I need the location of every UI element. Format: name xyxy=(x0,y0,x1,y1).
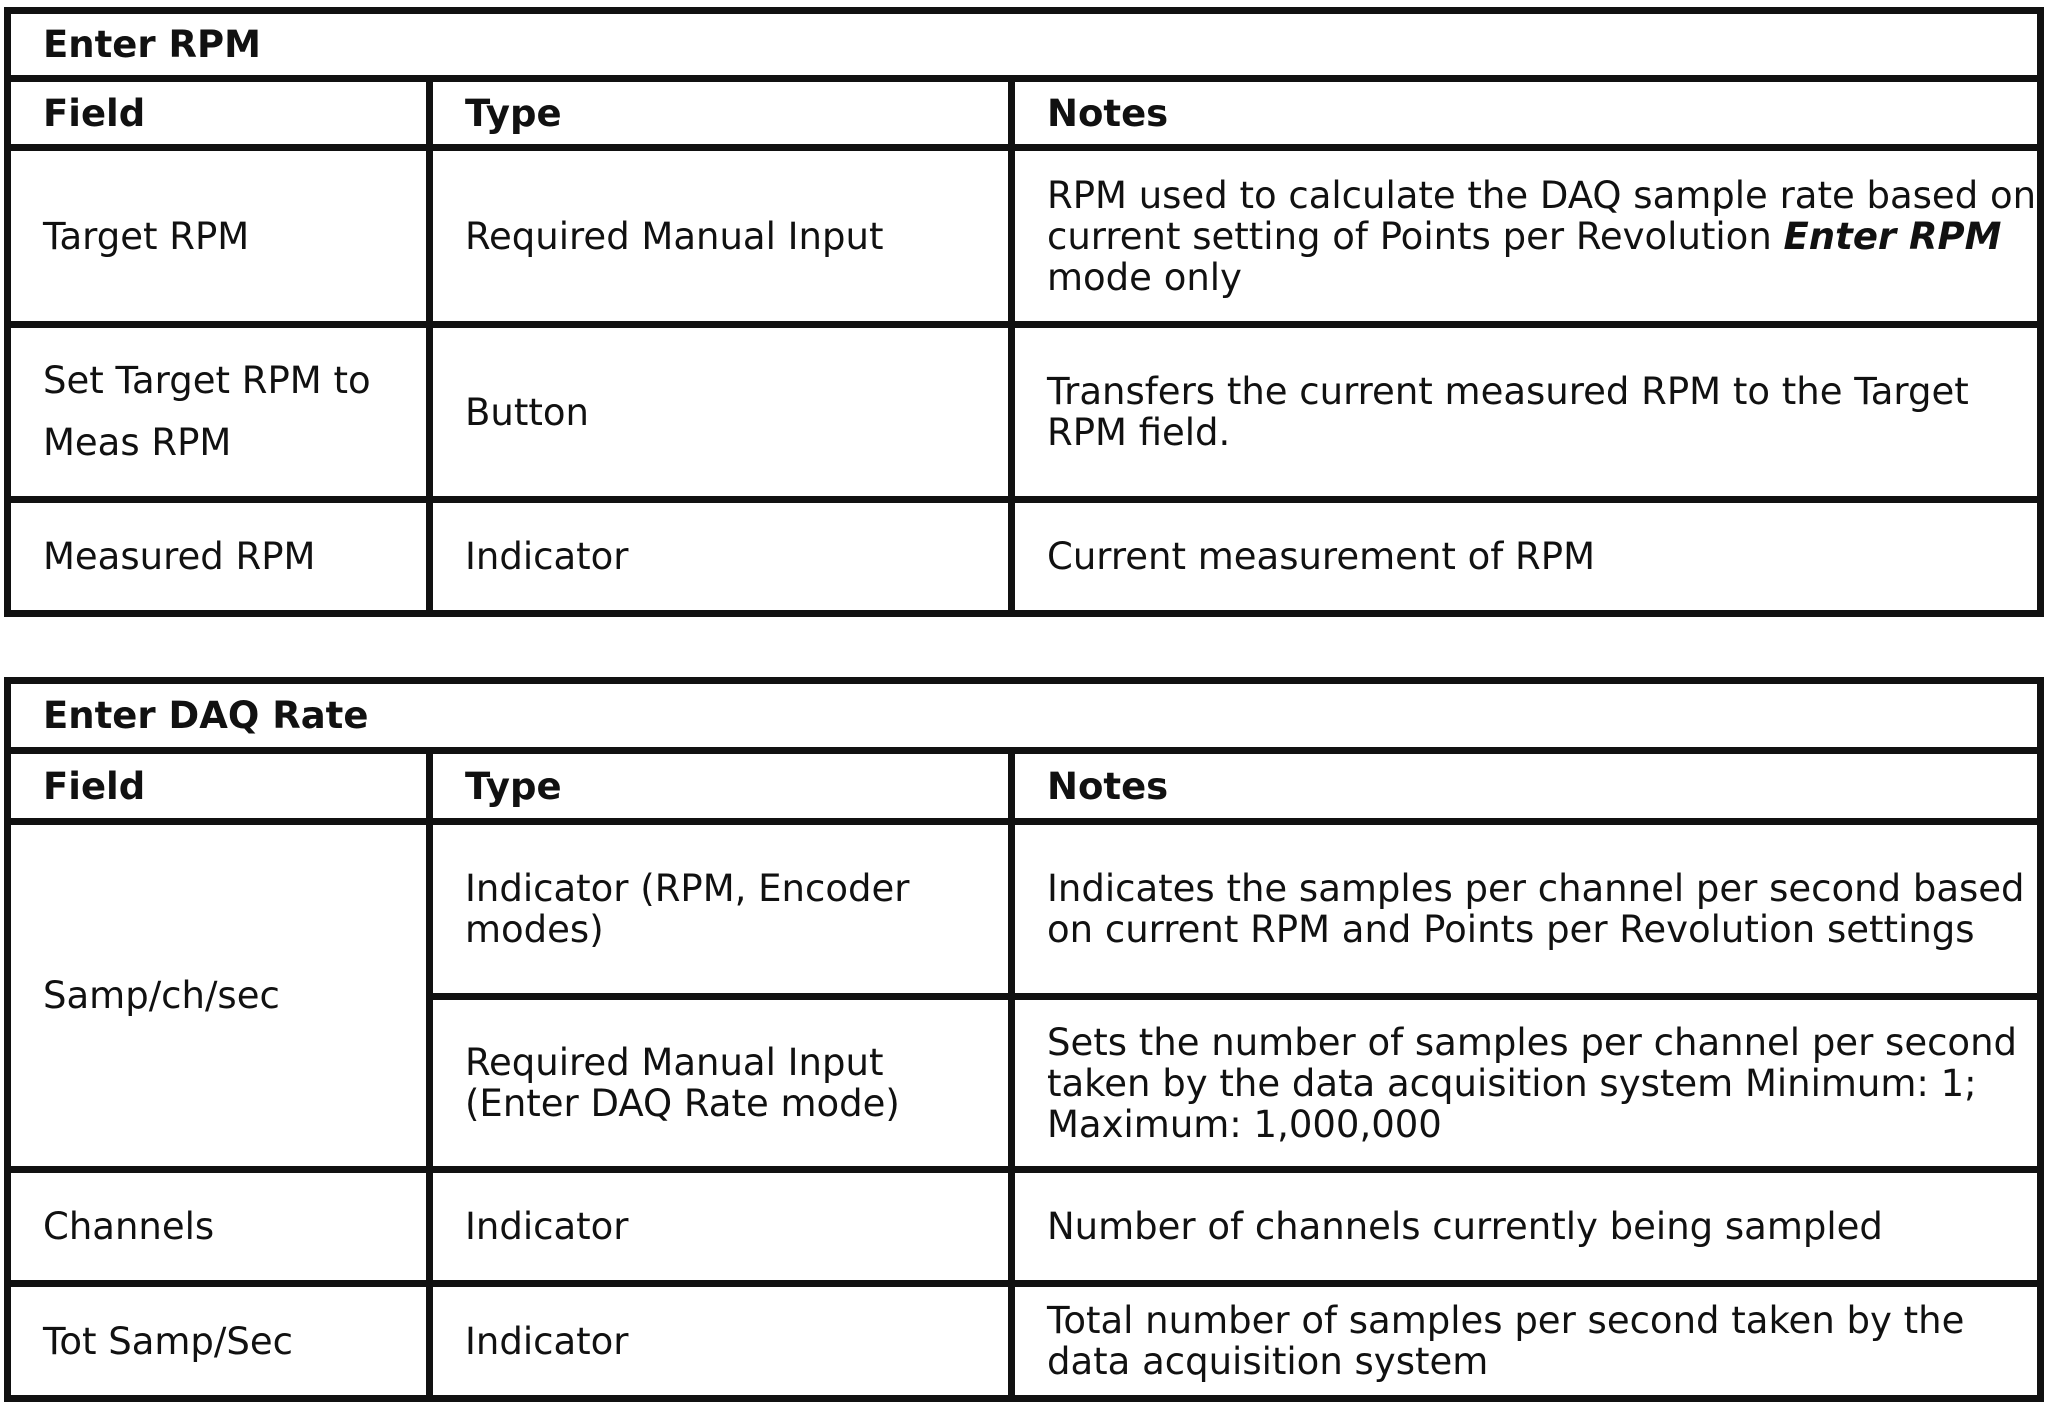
header-type: Type xyxy=(430,751,1012,822)
table-title: Enter RPM xyxy=(8,11,2041,79)
notes-text: mode only xyxy=(1047,255,1242,299)
header-field: Field xyxy=(8,79,430,148)
table-row xyxy=(8,1284,2041,1399)
type-cell: Required Manual Input (Enter DAQ Rate mode) xyxy=(430,997,1012,1170)
header-notes: Notes xyxy=(1012,751,2041,822)
notes-emphasis: Enter RPM xyxy=(1783,214,2002,258)
type-cell: Indicator xyxy=(430,1284,1012,1399)
table-row xyxy=(8,1170,2041,1284)
notes-cell xyxy=(1012,148,2041,325)
field-cell: Measured RPM xyxy=(8,500,430,614)
field-cell: Target RPM xyxy=(8,148,430,325)
table-row xyxy=(8,500,2041,614)
table-title: Enter DAQ Rate xyxy=(8,681,2041,751)
table-row xyxy=(8,325,2041,500)
field-cell: Set Target RPM to Meas RPM xyxy=(8,325,430,500)
type-cell: Required Manual Input xyxy=(430,148,1012,325)
notes-cell: Sets the number of samples per channel per second taken by the data acquisition system Minimum: 1; Maximum: 1,000,000 xyxy=(1012,997,2041,1170)
type-cell: Button xyxy=(430,325,1012,500)
type-cell: Indicator xyxy=(430,500,1012,614)
enter-rpm-table xyxy=(4,7,2044,617)
field-cell: Channels xyxy=(8,1170,430,1284)
table-row xyxy=(8,822,2041,997)
notes-cell: Total number of samples per second taken by the data acquisition system xyxy=(1012,1284,2041,1399)
field-cell: Samp/ch/sec xyxy=(8,822,430,1170)
header-field: Field xyxy=(8,751,430,822)
header-notes: Notes xyxy=(1012,79,2041,148)
table-row xyxy=(8,148,2041,325)
enter-daq-rate-table xyxy=(4,677,2044,1402)
field-cell: Tot Samp/Sec xyxy=(8,1284,430,1399)
header-type: Type xyxy=(430,79,1012,148)
notes-cell: Number of channels currently being sampled xyxy=(1012,1170,2041,1284)
type-cell: Indicator (RPM, Encoder modes) xyxy=(430,822,1012,997)
notes-cell: Transfers the current measured RPM to the Target RPM field. xyxy=(1012,325,2041,500)
notes-text: RPM used to calculate the DAQ sample rate based on current setting of Points per Revolution xyxy=(1047,173,2037,258)
notes-cell: Current measurement of RPM xyxy=(1012,500,2041,614)
type-cell: Indicator xyxy=(430,1170,1012,1284)
notes-cell: Indicates the samples per channel per second based on current RPM and Points per Revolution settings xyxy=(1012,822,2041,997)
